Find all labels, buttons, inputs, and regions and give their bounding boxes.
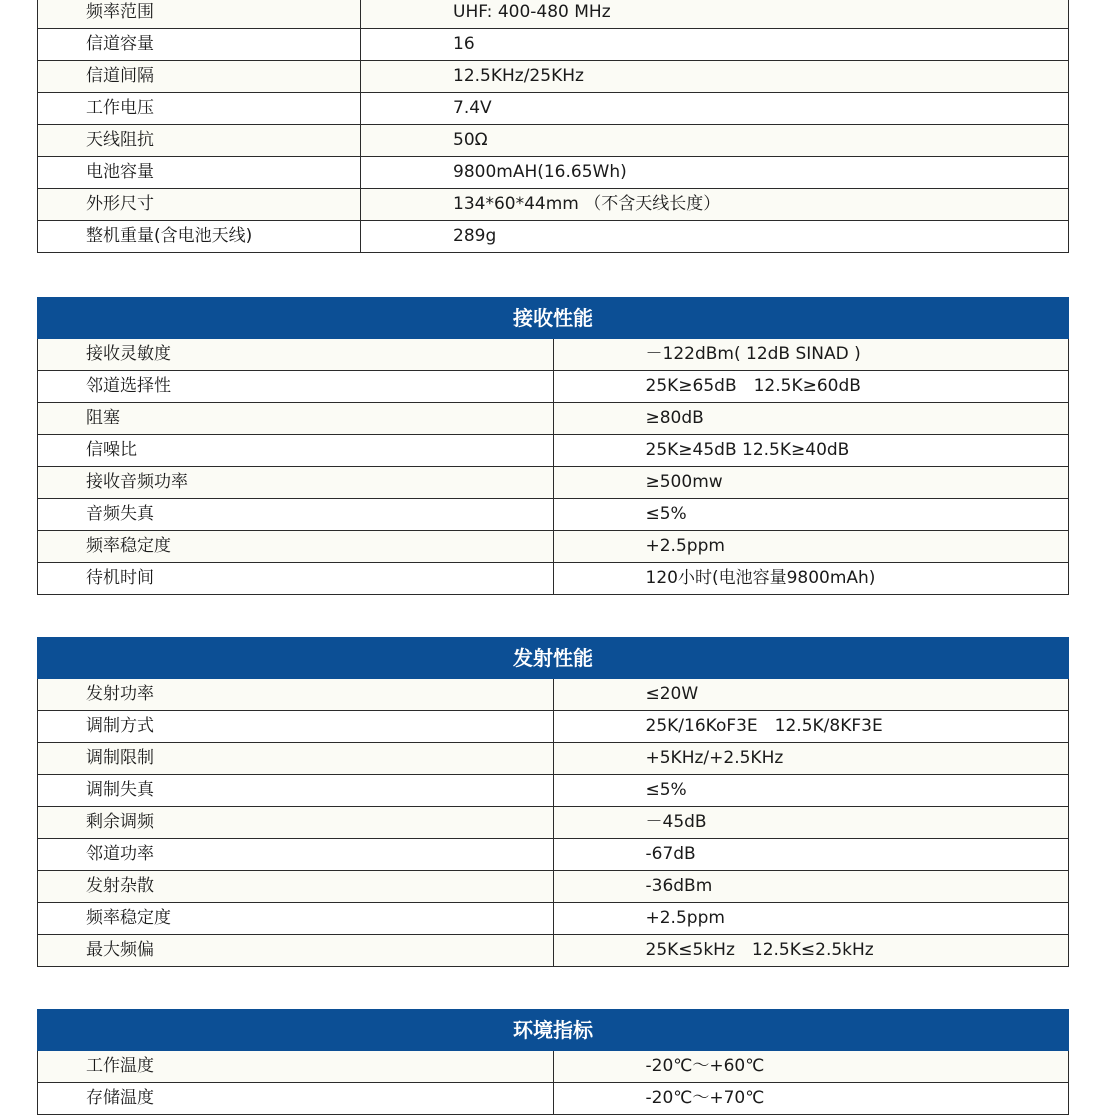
spec-table-transmit: [37, 637, 1069, 967]
table-row: [38, 125, 1069, 157]
row-label: 邻道功率: [38, 839, 554, 871]
table-row: [38, 743, 1069, 775]
section-title-transmit: 发射性能: [38, 638, 1069, 679]
spec-table-environment: [37, 1009, 1069, 1115]
row-value: 134*60*44mm （不含天线长度）: [361, 189, 1069, 221]
row-label: 待机时间: [38, 563, 554, 595]
row-value: -67dB: [553, 839, 1069, 871]
row-value: ≤5%: [553, 499, 1069, 531]
table-row: [38, 775, 1069, 807]
row-value: ≥80dB: [553, 403, 1069, 435]
table-row: [38, 1083, 1069, 1115]
row-label: 剩余调频: [38, 807, 554, 839]
row-label: 频率范围: [38, 0, 361, 29]
row-label: 接收灵敏度: [38, 339, 554, 371]
row-label: 发射杂散: [38, 871, 554, 903]
row-label: 接收音频功率: [38, 467, 554, 499]
table-row: [38, 339, 1069, 371]
row-label: 外形尺寸: [38, 189, 361, 221]
row-value: ≤20W: [553, 679, 1069, 711]
row-value: ≥500mw: [553, 467, 1069, 499]
table-row: [38, 499, 1069, 531]
table-row: [38, 679, 1069, 711]
row-value: 7.4V: [361, 93, 1069, 125]
section-title-receive: 接收性能: [38, 298, 1069, 339]
table-row: [38, 403, 1069, 435]
row-label: 邻道选择性: [38, 371, 554, 403]
row-label: 工作温度: [38, 1051, 554, 1083]
row-value: 25K≥65dB 12.5K≥60dB: [553, 371, 1069, 403]
row-value: 12.5KHz/25KHz: [361, 61, 1069, 93]
row-label: 音频失真: [38, 499, 554, 531]
row-value: -20℃～+70℃: [553, 1083, 1069, 1115]
row-value: 25K≥45dB 12.5K≥40dB: [553, 435, 1069, 467]
row-value: 120小时(电池容量9800mAh): [553, 563, 1069, 595]
row-value: ≤5%: [553, 775, 1069, 807]
row-label: 调制方式: [38, 711, 554, 743]
table-row: [38, 93, 1069, 125]
row-value: 25K/16KoF3E 12.5K/8KF3E: [553, 711, 1069, 743]
row-value: －45dB: [553, 807, 1069, 839]
row-label: 电池容量: [38, 157, 361, 189]
row-label: 工作电压: [38, 93, 361, 125]
row-label: 发射功率: [38, 679, 554, 711]
table-row: [38, 435, 1069, 467]
table-row: [38, 61, 1069, 93]
table-row: [38, 371, 1069, 403]
table-row: [38, 1051, 1069, 1083]
row-label: 信噪比: [38, 435, 554, 467]
spec-table-general: [37, 0, 1069, 253]
row-label: 调制限制: [38, 743, 554, 775]
row-value: UHF: 400-480 MHz: [361, 0, 1069, 29]
table-row: [38, 467, 1069, 499]
table-row: [38, 157, 1069, 189]
table-row: [38, 935, 1069, 967]
row-value: －122dBm( 12dB SINAD ): [553, 339, 1069, 371]
row-value: 289g: [361, 221, 1069, 253]
spec-table-receive: [37, 297, 1069, 595]
row-value: +5KHz/+2.5KHz: [553, 743, 1069, 775]
row-label: 信道间隔: [38, 61, 361, 93]
row-label: 频率稳定度: [38, 903, 554, 935]
table-row: [38, 839, 1069, 871]
table-row: [38, 189, 1069, 221]
row-value: -20℃～+60℃: [553, 1051, 1069, 1083]
row-value: 9800mAH(16.65Wh): [361, 157, 1069, 189]
row-value: 50Ω: [361, 125, 1069, 157]
row-label: 信道容量: [38, 29, 361, 61]
row-value: +2.5ppm: [553, 531, 1069, 563]
table-row: [38, 871, 1069, 903]
table-row: [38, 29, 1069, 61]
row-label: 天线阻抗: [38, 125, 361, 157]
table-row: [38, 221, 1069, 253]
row-value: 25K≤5kHz 12.5K≤2.5kHz: [553, 935, 1069, 967]
row-label: 频率稳定度: [38, 531, 554, 563]
row-label: 阻塞: [38, 403, 554, 435]
section-title-environment: 环境指标: [38, 1010, 1069, 1051]
row-value: +2.5ppm: [553, 903, 1069, 935]
table-row: [38, 0, 1069, 29]
table-row: [38, 531, 1069, 563]
table-row: [38, 711, 1069, 743]
row-label: 存储温度: [38, 1083, 554, 1115]
row-label: 调制失真: [38, 775, 554, 807]
table-row: [38, 807, 1069, 839]
table-row: [38, 563, 1069, 595]
table-row: [38, 903, 1069, 935]
row-label: 整机重量(含电池天线): [38, 221, 361, 253]
row-value: -36dBm: [553, 871, 1069, 903]
row-label: 最大频偏: [38, 935, 554, 967]
row-value: 16: [361, 29, 1069, 61]
